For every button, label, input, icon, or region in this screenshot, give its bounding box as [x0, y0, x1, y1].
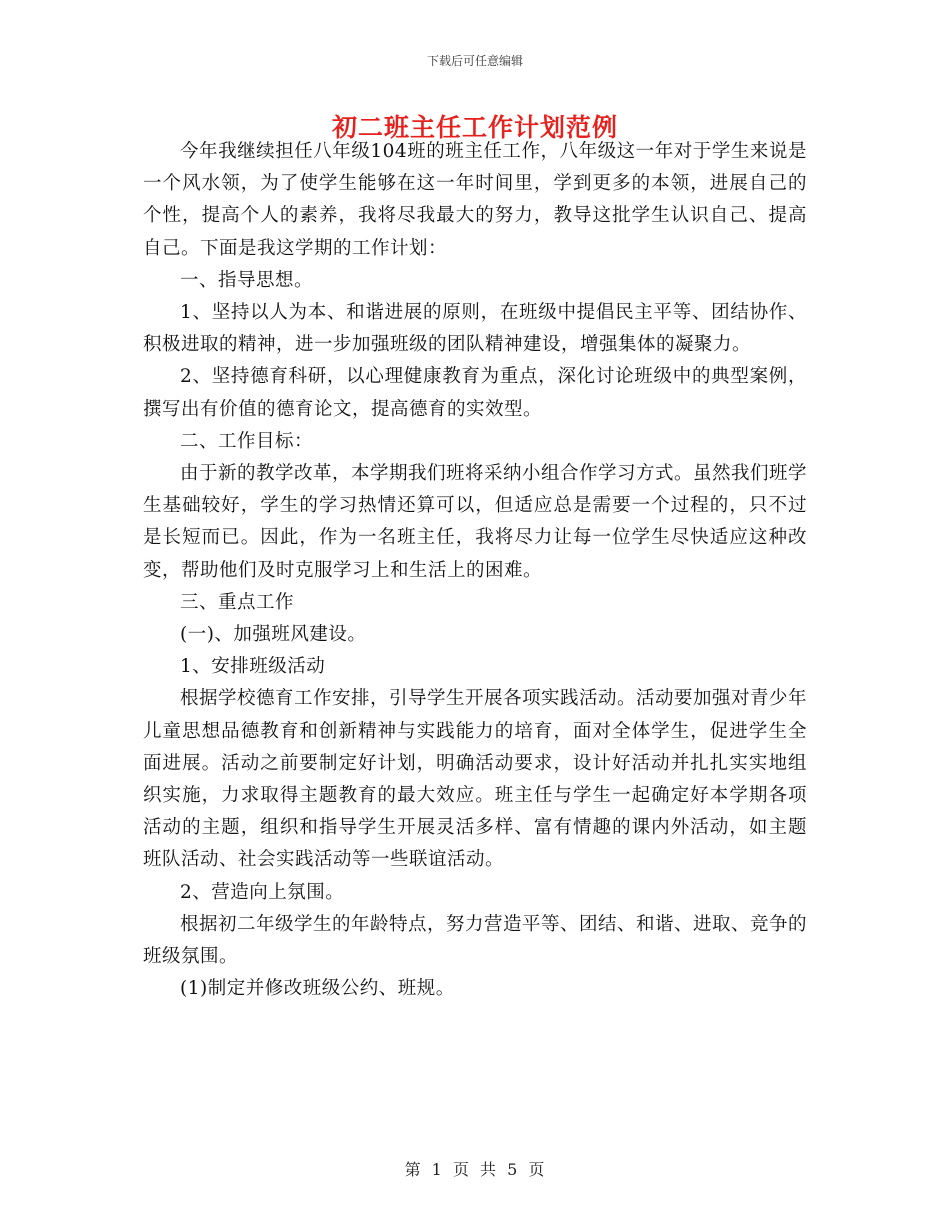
subheading-atmosphere: 2、营造向上氛围。 [180, 881, 345, 903]
document-title: 初二班主任工作计划范例 [331, 113, 618, 142]
page-header-note: 下载后可任意编辑 [426, 54, 523, 68]
section-heading-work-goals: 二、工作目标： [180, 430, 314, 452]
paragraph-point-1: 1、坚持以人为本、和谐进展的原则，在班级中提倡民主平等、团结协作、积极进取的精神，进一步加强班级的团队精神建设，增强集体的凝聚力。 [143, 302, 807, 356]
section-heading-guiding-thought: 一、指导思想。 [180, 269, 314, 291]
document-body [143, 136, 807, 1005]
paragraph-work-goals: 由于新的教学改革，本学期我们班将采纳小组合作学习方式。虽然我们班学生基础较好，学生的学习热情还算可以，但适应总是需要一个过程的，只不过是长短而已。因此，作为一名班主任，我将尽力让每一位学生尽快适应这种改变，帮助他们及时克服学习上和生活上的困难。 [143, 463, 808, 581]
subheading-class-style: (一)、加强班风建设。 [180, 624, 367, 646]
paragraph-point-2: 2、坚持德育科研，以心理健康教育为重点，深化讨论班级中的典型案例，撰写出有价值的德育论文，提高德育的实效型。 [143, 366, 807, 420]
subheading-class-activities: 1、安排班级活动 [180, 656, 326, 678]
paragraph-intro: 今年我继续担任八年级104班的班主任工作，八年级这一年对于学生来说是一个风水领，为了使学生能够在这一年时间里，学到更多的本领，进展自己的个性，提高个人的素养，我将尽我最大的努力，教导这批学生认识自己、提高自己。下面是我这学期的工作计划： [143, 141, 807, 259]
paragraph-atmosphere: 根据初二年级学生的年龄特点，努力营造平等、团结、和谐、进取、竞争的班级氛围。 [143, 913, 808, 968]
section-heading-key-work: 三、重点工作 [180, 591, 295, 613]
list-item-class-rules: (1)制定并修改班级公约、班规。 [180, 978, 455, 1000]
page-number-footer: 第 1 页 共 5 页 [404, 1160, 546, 1179]
paragraph-class-activities: 根据学校德育工作安排，引导学生开展各项实践活动。活动要加强对青少年儿童思想品德教育和创新精神与实践能力的培育，面对全体学生，促进学生全面进展。活动之前要制定好计划，明确活动要求，设计好活动并扎扎实实地组织实施，力求取得主题教育的最大效应。班主任与学生一起确定好本学期各项活动的主题，组织和指导学生开展灵活多样、富有情趣的课内外活动，如主题班队活动、社会实践活动等一些联谊活动。 [143, 688, 808, 871]
